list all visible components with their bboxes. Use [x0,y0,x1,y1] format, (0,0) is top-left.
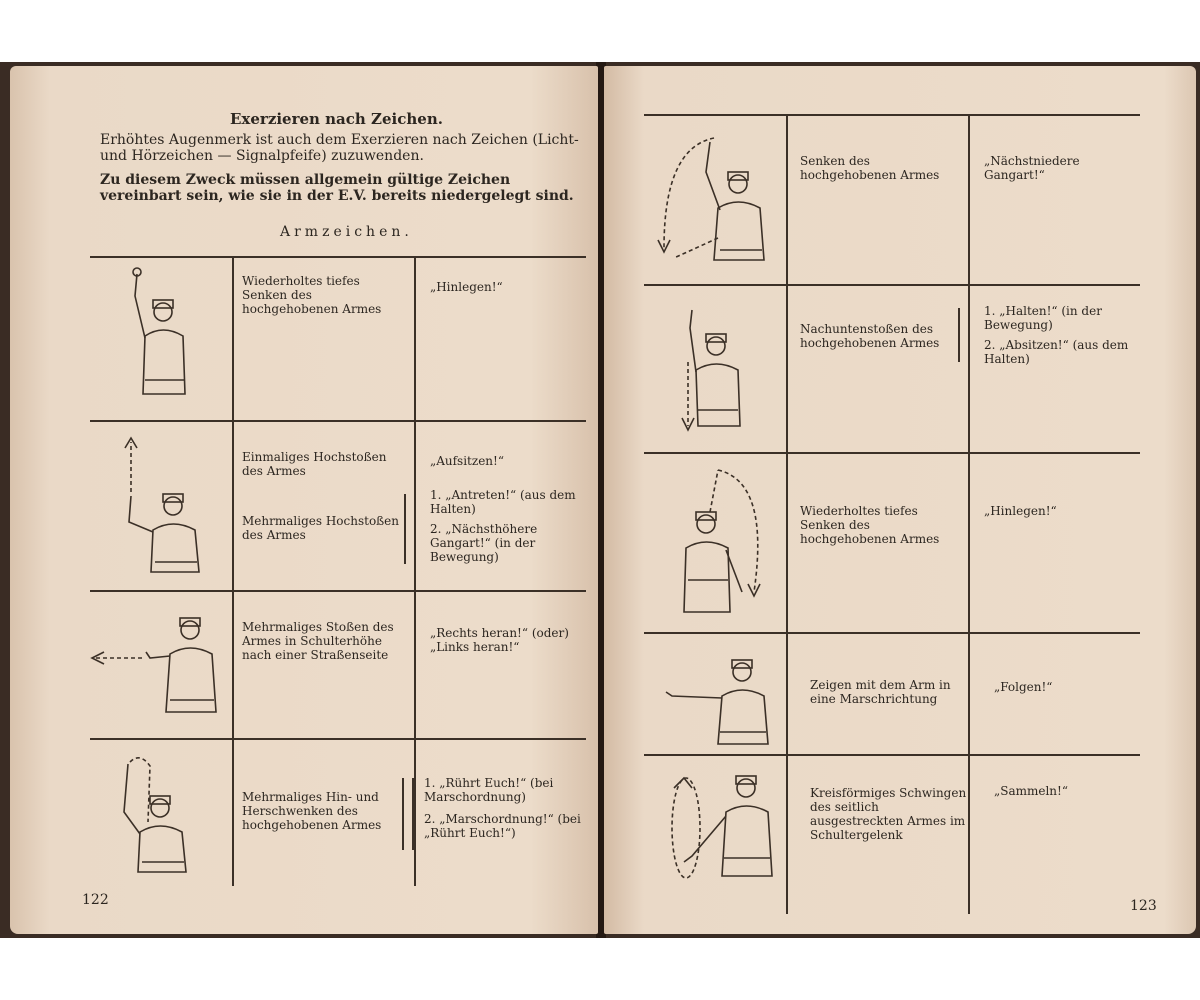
figure-raised-arm [115,266,205,406]
bracket [402,778,414,850]
table-cell-command: „Rechts heran!“ (oder) „Links heran!“ [430,626,569,654]
table-rule [90,256,586,258]
left-page [10,66,598,934]
figure-arm-thrust-down [664,298,774,448]
table-cell-description: Senken des hochgehobenen Armes [800,154,940,182]
page-number: 123 [1130,898,1157,914]
table-column-rule [232,256,234,886]
table-cell-command: 2. „Nächsthöhere Gangart!“ (in der Bewegung) [430,522,538,564]
table-rule [644,632,1140,634]
table-cell-command: „Folgen!“ [994,680,1053,694]
intro-paragraph: Erhöhtes Augenmerk ist auch dem Exerzieren nach Zeichen (Licht- und Hörzeichen — Signalpfeife) zuzuwenden. [100,132,579,164]
figure-arm-circling [664,766,784,886]
table-rule [90,738,586,740]
table-cell-command: „Nächstniedere Gangart!“ [984,154,1080,182]
table-rule [644,452,1140,454]
table-column-rule [786,114,788,914]
table-rule [644,114,1140,116]
open-book [0,62,1200,938]
page-heading: Exerzieren nach Zeichen. [230,110,443,128]
table-column-rule [414,256,416,886]
figure-arm-thrust-up [115,432,215,582]
bracket [404,494,416,564]
table-cell-command: 2. „Marschordnung!“ (bei „Rührt Euch!“) [424,812,581,840]
page-number: 122 [82,892,109,908]
table-cell-command: „Hinlegen!“ [430,280,503,294]
table-cell-command: „Aufsitzen!“ [430,454,504,468]
bracket [958,308,970,362]
table-cell-command: „Hinlegen!“ [984,504,1057,518]
right-page [604,66,1196,934]
table-cell-description: Einmaliges Hochstoßen des Armes [242,450,387,478]
figure-arm-pointing [658,646,788,746]
figure-arm-lowering [644,128,774,278]
table-cell-description: Kreisförmiges Schwingen des seitlich ausgestreckten Armes im Schultergelenk [810,786,967,842]
table-cell-command: 2. „Absitzen!“ (aus dem Halten) [984,338,1129,366]
section-title: Armzeichen. [280,224,413,240]
table-cell-command: 1. „Antreten!“ (aus dem Halten) [430,488,576,516]
table-cell-description: Mehrmaliges Hochstoßen des Armes [242,514,400,542]
table-cell-description: Mehrmaliges Hin- und Herschwenken des hochgehobenen Armes [242,790,382,832]
table-rule [90,420,586,422]
figure-arm-thrust-side [86,600,226,720]
figure-arm-repeated-lowering [670,462,780,622]
purpose-paragraph: Zu diesem Zweck müssen allgemein gültige Zeichen vereinbart sein, wie sie in der E.V. bereits niedergelegt sind. [100,172,574,204]
table-cell-description: Mehrmaliges Stoßen des Armes in Schulterhöhe nach einer Straßenseite [242,620,394,662]
table-cell-command: „Sammeln!“ [994,784,1068,798]
figure-arm-wave [110,752,210,882]
table-rule [644,284,1140,286]
table-cell-description: Wiederholtes tiefes Senken des hochgehobenen Armes [800,504,940,546]
table-cell-description: Wiederholtes tiefes Senken des hochgehobenen Armes [242,274,382,316]
table-cell-command: 1. „Halten!“ (in der Bewegung) [984,304,1102,332]
table-cell-description: Zeigen mit dem Arm in eine Marschrichtung [810,678,951,706]
table-rule [644,754,1140,756]
table-cell-command: 1. „Rührt Euch!“ (bei Marschordnung) [424,776,554,804]
table-cell-description: Nachuntenstoßen des hochgehobenen Armes [800,322,940,350]
table-rule [90,590,586,592]
